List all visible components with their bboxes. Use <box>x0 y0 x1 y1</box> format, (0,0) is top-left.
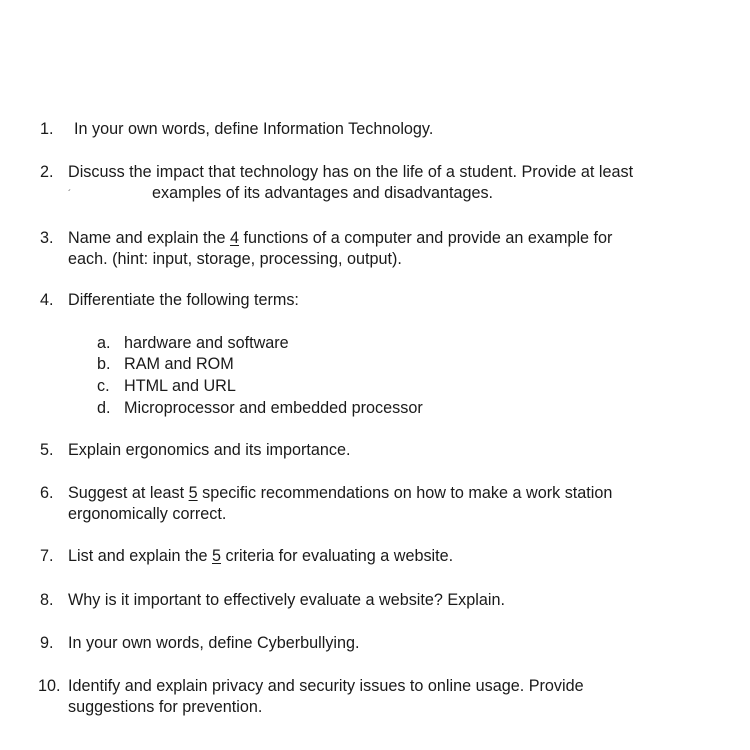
text-segment: Suggest at least <box>68 484 189 502</box>
question-line: ergonomically correct. <box>68 505 227 523</box>
question-text: Why is it important to effectively evaluate a website? Explain. <box>68 591 505 609</box>
stray-mark: ´ <box>68 189 72 200</box>
question-text: In your own words, define Cyberbullying. <box>68 634 360 652</box>
question-text <box>68 483 740 525</box>
question-text <box>68 162 740 204</box>
question-number: 3. <box>40 229 54 247</box>
underlined-number: 5 <box>188 484 198 502</box>
question-line: each. (hint: input, storage, processing, output). <box>68 250 402 268</box>
question-number: 7. <box>40 547 54 565</box>
question-text <box>68 228 740 270</box>
subitem-label: b. <box>97 355 111 373</box>
question-text: Differentiate the following terms: <box>68 291 299 309</box>
subitem-text: HTML and URL <box>124 377 236 395</box>
subitem-label: a. <box>97 334 111 352</box>
question-number: 4. <box>40 291 54 309</box>
subitem-text: RAM and ROM <box>124 355 234 373</box>
question-number: 2. <box>40 163 54 181</box>
question-number: 5. <box>40 441 54 459</box>
question-line <box>68 483 740 504</box>
question-number: 8. <box>40 591 54 609</box>
text-segment: functions of a computer and provide an example for <box>239 229 613 247</box>
text-segment: Name and explain the <box>68 229 230 247</box>
question-line: examples of its advantages and disadvantages. <box>152 184 494 202</box>
question-number: 6. <box>40 484 54 502</box>
subitem-label: c. <box>97 377 110 395</box>
question-number: 9. <box>40 634 54 652</box>
question-line: Identify and explain privacy and security issues to online usage. Provide <box>68 677 584 695</box>
question-line <box>68 228 740 249</box>
subitem-text: Microprocessor and embedded processor <box>124 399 423 417</box>
question-number: 1. <box>40 120 54 138</box>
text-segment: List and explain the <box>68 547 212 565</box>
question-text <box>68 546 740 567</box>
subitem-text: hardware and software <box>124 334 289 352</box>
question-text <box>68 676 738 718</box>
question-line: Discuss the impact that technology has on the life of a student. Provide at least <box>68 163 634 181</box>
text-segment: specific recommendations on how to make a work station <box>197 484 613 502</box>
question-text: Explain ergonomics and its importance. <box>68 441 351 459</box>
question-number: 10. <box>38 677 61 695</box>
subitem-label: d. <box>97 399 111 417</box>
question-text: In your own words, define Information Technology. <box>74 120 434 138</box>
underlined-number: 5 <box>212 547 222 565</box>
underlined-number: 4 <box>229 229 239 247</box>
question-line: suggestions for prevention. <box>68 698 263 716</box>
text-segment: criteria for evaluating a website. <box>221 547 454 565</box>
